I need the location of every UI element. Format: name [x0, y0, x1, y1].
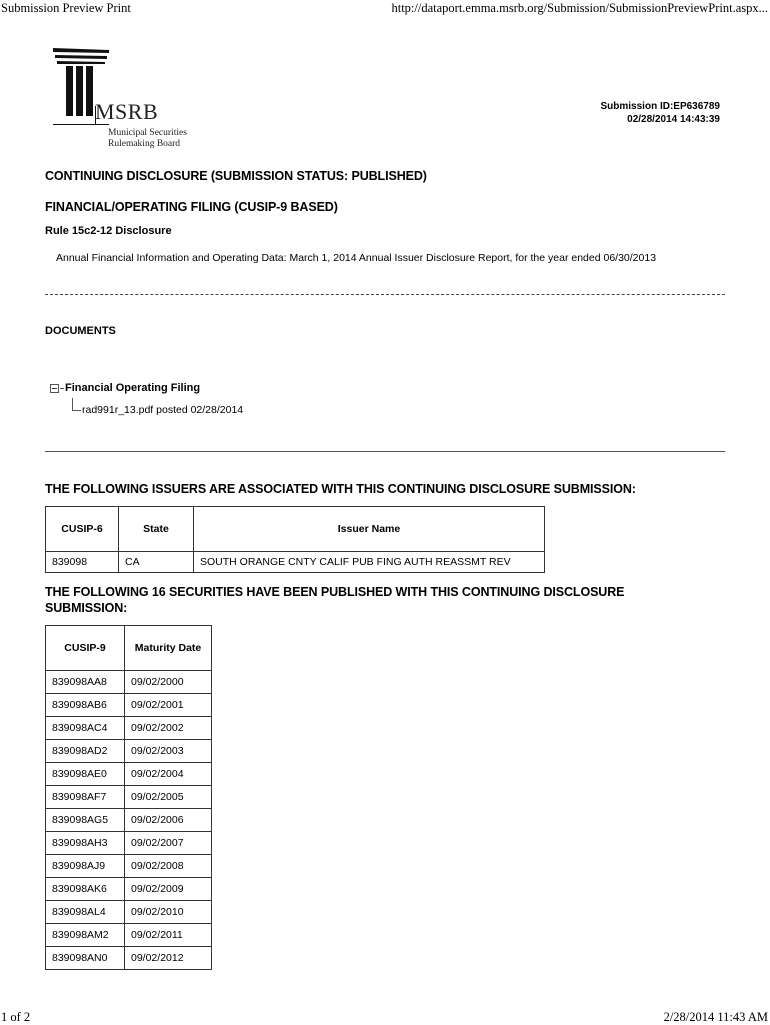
table-row — [46, 694, 212, 717]
table-row — [46, 763, 212, 786]
cell-maturity-date: 09/02/2009 — [125, 878, 212, 901]
filing-description: Annual Financial Information and Operating Data: March 1, 2014 Annual Issuer Disclosure Report, for the year ended 06/30/2013 — [56, 252, 657, 264]
cell-issuer-name: SOUTH ORANGE CNTY CALIF PUB FING AUTH REASSMT REV — [194, 552, 545, 573]
print-datetime: 2/28/2014 11:43 AM — [663, 1010, 768, 1024]
print-page-number: 1 of 2 — [1, 1010, 31, 1024]
table-row — [46, 878, 212, 901]
cell-cusip9: 839098AF7 — [46, 786, 125, 809]
securities-heading-line2: SUBMISSION: — [45, 601, 128, 615]
securities-table — [45, 625, 212, 970]
logo-wordmark: MSRB — [95, 99, 159, 124]
tree-folder-financial-operating-filing[interactable] — [50, 382, 200, 394]
cell-maturity-date: 09/02/2006 — [125, 809, 212, 832]
cell-cusip9: 839098AB6 — [46, 694, 125, 717]
table-row — [46, 671, 212, 694]
status-heading: CONTINUING DISCLOSURE (SUBMISSION STATUS: PUBLISHED) — [45, 169, 427, 183]
cell-state: CA — [119, 552, 194, 573]
table-row — [46, 552, 545, 573]
logo-subtitle-line2: Rulemaking Board — [108, 139, 181, 149]
table-row — [46, 809, 212, 832]
table-row — [46, 786, 212, 809]
table-row — [46, 855, 212, 878]
table-row — [46, 832, 212, 855]
cell-cusip9: 839098AD2 — [46, 740, 125, 763]
table-row — [46, 947, 212, 970]
cell-maturity-date: 09/02/2010 — [125, 901, 212, 924]
cell-cusip9: 839098AM2 — [46, 924, 125, 947]
cell-maturity-date: 09/02/2003 — [125, 740, 212, 763]
cell-cusip9: 839098AN0 — [46, 947, 125, 970]
cell-cusip6: 839098 — [46, 552, 119, 573]
cell-cusip9: 839098AJ9 — [46, 855, 125, 878]
cell-cusip9: 839098AE0 — [46, 763, 125, 786]
cell-maturity-date: 09/02/2002 — [125, 717, 212, 740]
column-header-cusip9: CUSIP-9 — [46, 626, 125, 671]
table-row — [46, 717, 212, 740]
divider — [45, 294, 725, 295]
cell-maturity-date: 09/02/2012 — [125, 947, 212, 970]
submission-id: Submission ID:EP636789 — [600, 101, 720, 112]
securities-heading-line1: THE FOLLOWING 16 SECURITIES HAVE BEEN PUBLISHED WITH THIS CONTINUING DISCLOSURE — [45, 585, 625, 599]
cell-maturity-date: 09/02/2000 — [125, 671, 212, 694]
cell-cusip9: 839098AA8 — [46, 671, 125, 694]
collapse-icon[interactable] — [50, 384, 59, 393]
table-header-row — [46, 507, 545, 552]
logo-subtitle — [108, 128, 187, 150]
table-row — [46, 924, 212, 947]
table-header-row — [46, 626, 212, 671]
securities-heading — [45, 584, 624, 616]
print-url: http://dataport.emma.msrb.org/Submission/SubmissionPreviewPrint.aspx... — [391, 1, 768, 15]
issuers-heading: THE FOLLOWING ISSUERS ARE ASSOCIATED WITH THIS CONTINUING DISCLOSURE SUBMISSION: — [45, 482, 636, 496]
msrb-logo — [47, 44, 187, 154]
column-header-state: State — [119, 507, 194, 552]
cell-cusip9: 839098AL4 — [46, 901, 125, 924]
documents-heading: DOCUMENTS — [45, 325, 116, 337]
cell-maturity-date: 09/02/2001 — [125, 694, 212, 717]
cell-maturity-date: 09/02/2005 — [125, 786, 212, 809]
column-header-issuer-name: Issuer Name — [194, 507, 545, 552]
print-page-title: Submission Preview Print — [1, 1, 131, 15]
cell-maturity-date: 09/02/2011 — [125, 924, 212, 947]
cell-maturity-date: 09/02/2008 — [125, 855, 212, 878]
submission-info — [601, 100, 721, 126]
table-row — [46, 740, 212, 763]
tree-connector — [60, 388, 64, 389]
cell-maturity-date: 09/02/2004 — [125, 763, 212, 786]
logo-subtitle-line1: Municipal Securities — [108, 128, 187, 138]
cell-cusip9: 839098AH3 — [46, 832, 125, 855]
column-header-cusip6: CUSIP-6 — [46, 507, 119, 552]
cell-maturity-date: 09/02/2007 — [125, 832, 212, 855]
column-header-maturity-date: Maturity Date — [125, 626, 212, 671]
tree-folder-label: Financial Operating Filing — [65, 382, 201, 394]
rule-heading: Rule 15c2-12 Disclosure — [45, 225, 172, 237]
issuers-table — [45, 506, 545, 573]
submission-datetime: 02/28/2014 14:43:39 — [627, 114, 720, 125]
document-link[interactable]: rad991r_13.pdf posted 02/28/2014 — [70, 404, 243, 416]
filing-type-heading: FINANCIAL/OPERATING FILING (CUSIP-9 BASED) — [45, 200, 338, 214]
table-row — [46, 901, 212, 924]
cell-cusip9: 839098AG5 — [46, 809, 125, 832]
divider — [45, 451, 725, 452]
cell-cusip9: 839098AK6 — [46, 878, 125, 901]
cell-cusip9: 839098AC4 — [46, 717, 125, 740]
